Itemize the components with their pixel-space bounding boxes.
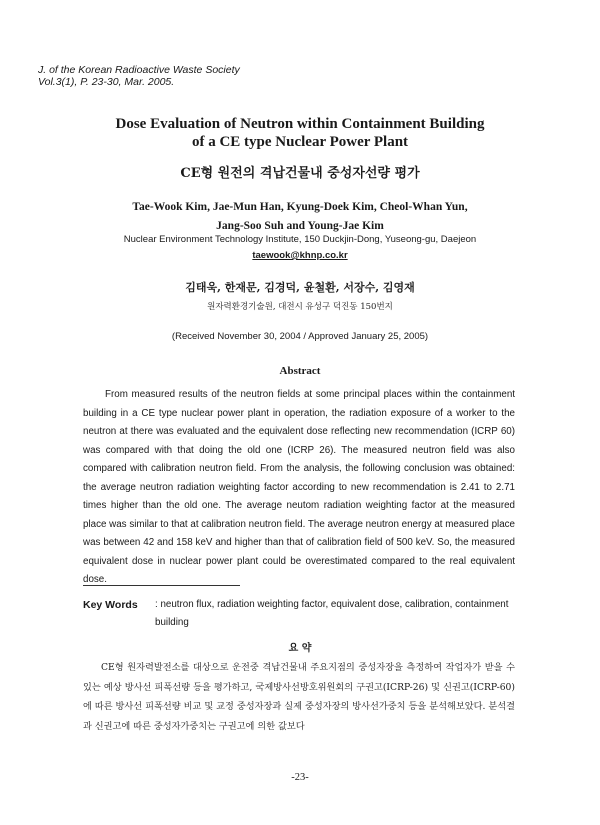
korean-title: CE형 원전의 격납건물내 중성자선량 평가 (180, 166, 420, 181)
email-link[interactable]: taewook@khnp.co.kr (252, 250, 348, 261)
korean-abstract-heading: 요 약 (288, 643, 312, 654)
keywords-text: : neutron flux, radiation weighting factor, equivalent dose, calibration, containment building (155, 599, 509, 628)
keywords-label: Key Words (83, 599, 138, 611)
page-number: -23- (291, 772, 309, 783)
email-link-wrapper (0, 250, 600, 261)
keywords-block (83, 596, 515, 632)
author-line-1: Tae-Wook Kim, Jae-Mun Han, Kyung-Doek Kim, Cheol-Whan Yun, (132, 201, 468, 213)
paper-title (0, 115, 600, 151)
korean-affiliation: 원자력환경기술원, 대전시 유성구 덕진동 150번지 (207, 302, 393, 312)
journal-line-1: J. of the Korean Radioactive Waste Society (38, 64, 240, 76)
journal-citation (38, 64, 240, 88)
author-line-2: Jang-Soo Suh and Young-Jae Kim (216, 220, 384, 232)
journal-line-2: Vol.3(1), P. 23-30, Mar. 2005. (38, 76, 175, 88)
paper-title-line-1: Dose Evaluation of Neutron within Containment Building (115, 116, 485, 132)
affiliation: Nuclear Environment Technology Institute, 150 Duckjin-Dong, Yuseong-gu, Daejeon (123, 234, 477, 245)
abstract-heading: Abstract (279, 365, 321, 377)
paper-title-line-2: of a CE type Nuclear Power Plant (191, 134, 409, 150)
abstract-text: From measured results of the neutron fields at some principal places within the containment building in a CE type nuclear power plant in operation, the radiation exposure of a worker to the neutron at there was evaluated and the equivalent dose reflecting new recommendation (ICRP 60) was compared with that doing the old one (ICRP 26). The measured neutron field was also compared with calibration neutron field. From the analysis, the following conclusion was obtained: the average neutron radiation weighting factor according to new recommendation is 2.41 to 2.71 times higher than the old one. The average neutom radiation weighting factor at the measured place was similar to that at calibration neutron field. The average neutron energy at measured place was between 42 and 158 keV and higher than that of calibration field of 500 keV. So, the measured equivalent dose in nuclear power plant could be overestimated compared to the real equivalent dose. (83, 389, 515, 585)
korean-author-list: 김태욱, 한재문, 김경덕, 윤철환, 서장수, 김영재 (185, 281, 415, 294)
divider-rule (83, 585, 240, 586)
author-list (0, 198, 600, 236)
received-dates: (Received November 30, 2004 / Approved January 25, 2005) (171, 331, 429, 342)
korean-abstract-text: CE형 원자력발전소를 대상으로 운전중 격납건물내 주요지점의 중성자장을 측정하여 작업자가 받을 수 있는 예상 방사선 피폭선량 등을 평가하고, 국제방사선방호위원회의 구권고(ICRP-26) 및 신권고(ICRP-60)에 따른 방사선 피폭선량 비교 및 교정 중성자장과 실제 중성자장의 방사선가중치 등을 분석해보았다. 분석결과 신권고에 따른 중성자가중치는 구권고에 의한 값보다 (83, 662, 515, 732)
